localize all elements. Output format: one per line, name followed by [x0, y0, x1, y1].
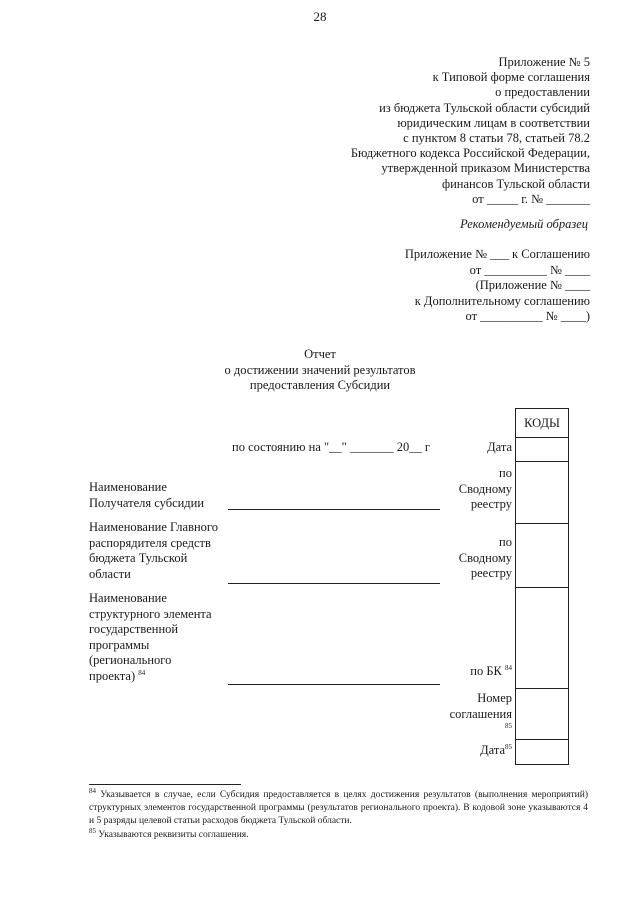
code-cell-registry-recipient[interactable]	[516, 462, 568, 524]
label-registry-1	[430, 466, 512, 513]
as-of-date: по состоянию на "__" _______ 20__ г	[232, 440, 430, 454]
label-line: Получателя субсидии	[89, 495, 205, 510]
annex-line: от __________ № ____)	[465, 309, 590, 323]
header-block	[300, 55, 590, 207]
label-line: Наименование	[89, 591, 167, 605]
code-cell-bk[interactable]	[516, 588, 568, 689]
title-line: Отчет	[304, 347, 336, 361]
label-line: государственной	[89, 622, 179, 636]
footnote-ref: 84	[138, 668, 146, 677]
label-line: Сводному	[458, 550, 512, 565]
recommended-label: Рекомендуемый образец	[460, 217, 588, 231]
footnote-ref: 85	[505, 722, 512, 730]
label-bk	[430, 664, 512, 679]
code-cell-date2[interactable]	[516, 740, 568, 765]
label-line: области	[89, 566, 131, 581]
label-line: Номер	[477, 691, 512, 705]
field-gr-label	[89, 520, 218, 582]
label-line: Наименование	[89, 480, 167, 494]
field-recipient-label	[89, 480, 204, 511]
label-line: по	[499, 466, 512, 480]
label-date2	[430, 743, 512, 758]
label-line: программы	[89, 637, 150, 652]
label-line: Наименование Главного	[89, 520, 218, 534]
title-line: о достижении значений результатов	[224, 362, 416, 377]
report-title	[190, 347, 450, 394]
code-cell-agreement[interactable]	[516, 689, 568, 740]
label-line: проекта)	[89, 668, 136, 683]
footnote-text: Указывается в случае, если Субсидия предоставляется в целях достижения результатов (выполнения мероприятий) структурных элементов государственной программы (результатов регионального проекта). В кодовой зоне указываются 4 и 5 разряды целевой статьи расходов бюджета Тульской области.	[89, 790, 588, 826]
footnote-84	[89, 786, 588, 828]
header-line: с пунктом 8 статьи 78, статьей 78.2	[403, 131, 590, 146]
field-element-label	[89, 591, 212, 684]
label-line: соглашения	[449, 706, 512, 721]
label-line: (регионального	[89, 653, 172, 667]
header-line: Приложение № 5	[498, 55, 590, 69]
code-cell-date[interactable]	[516, 438, 568, 462]
label-agreement	[430, 691, 512, 730]
header-line: от _____ г. № _______	[472, 191, 590, 206]
field-gr-line[interactable]	[228, 583, 440, 584]
header-line: финансов Тульской области	[441, 176, 590, 191]
footnote-separator	[89, 784, 241, 785]
label-line: по	[499, 535, 512, 549]
label-line: реестру	[470, 497, 512, 511]
header-line: Бюджетного кодекса Российской Федерации,	[350, 146, 590, 161]
label-line: бюджета Тульской	[89, 551, 188, 565]
code-cell-registry-gr[interactable]	[516, 524, 568, 588]
annex-line: от __________ № ____	[469, 262, 590, 277]
page-number: 28	[313, 9, 327, 24]
header-line: утвержденной приказом Министерства	[381, 161, 590, 176]
label-registry-2	[430, 535, 512, 582]
footnote-number: 84	[89, 786, 96, 795]
label-line: реестру	[470, 566, 512, 580]
label-line: структурного элемента	[89, 606, 212, 621]
codes-table	[515, 408, 569, 765]
footnote-85	[89, 826, 588, 842]
footnote-text: Указываются реквизиты соглашения.	[96, 830, 249, 840]
footnote-ref: 84	[505, 663, 512, 672]
annex-line: Приложение № ___ к Соглашению	[404, 247, 590, 261]
header-line: к Типовой форме соглашения	[432, 70, 590, 85]
field-recipient-line[interactable]	[228, 509, 440, 510]
codes-header: КОДЫ	[516, 409, 568, 438]
header-line: юридическим лицам в соответствии	[397, 115, 590, 130]
annex-block	[340, 247, 590, 325]
header-line: о предоставлении	[495, 85, 590, 100]
annex-line: (Приложение № ____	[475, 278, 590, 292]
label-text: по БК	[470, 664, 502, 678]
title-line: предоставления Субсидии	[249, 378, 391, 392]
label-line: распорядителя средств	[89, 535, 211, 550]
label-date: Дата	[487, 440, 512, 454]
field-element-line[interactable]	[228, 684, 440, 685]
annex-line: к Дополнительному соглашению	[414, 293, 590, 308]
label-text: Дата	[480, 743, 505, 757]
label-line: Сводному	[458, 481, 512, 496]
footnote-ref: 85	[505, 742, 512, 751]
footnote-number: 85	[89, 826, 96, 835]
header-line: из бюджета Тульской области субсидий	[379, 100, 590, 115]
